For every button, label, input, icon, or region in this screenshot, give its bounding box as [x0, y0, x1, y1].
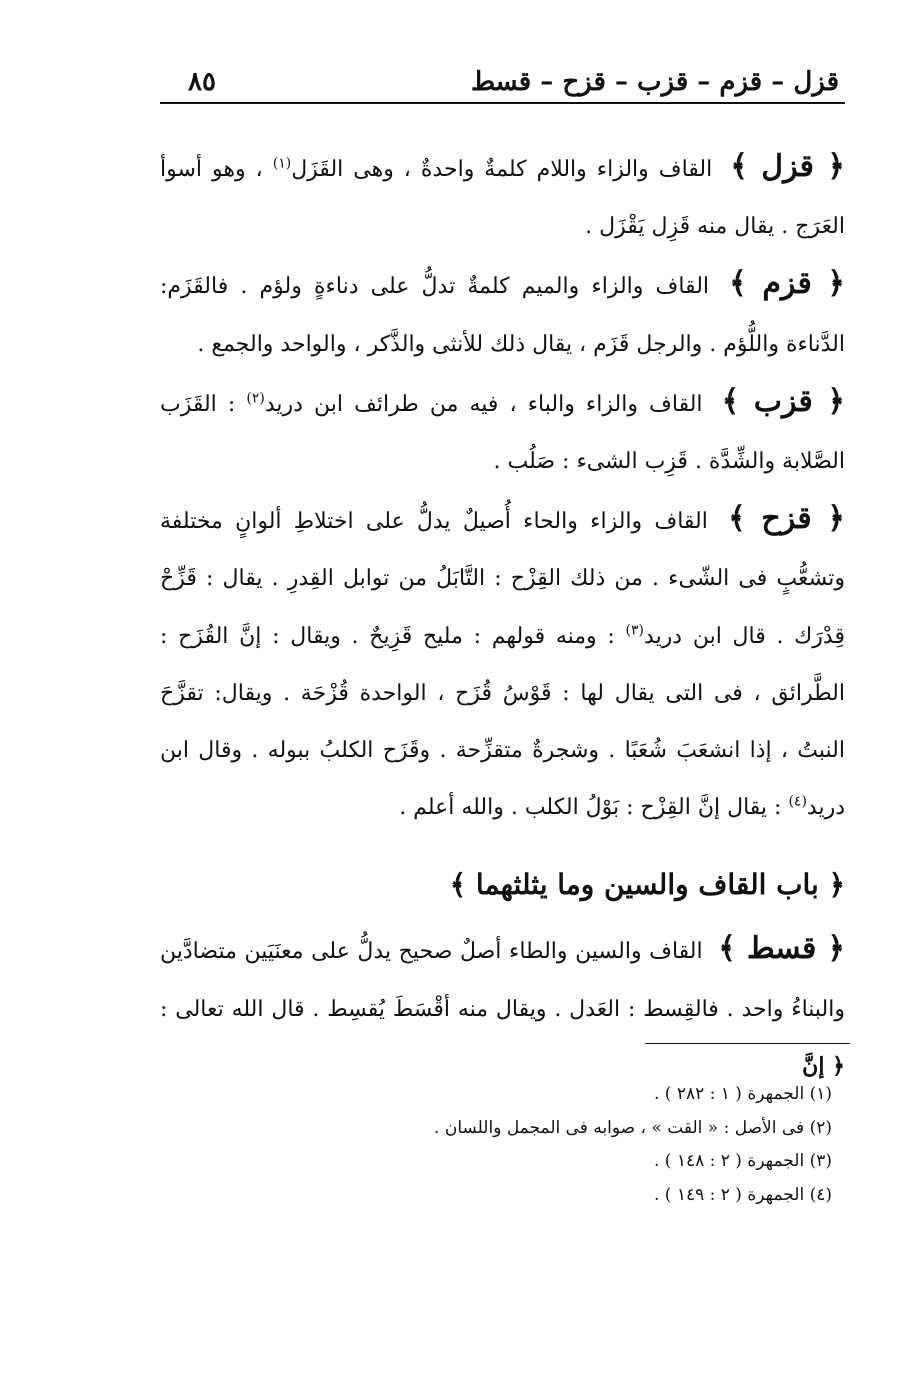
footnote: (٣) الجمهرة ( ٢ : ١٤٨ ) .	[653, 1151, 832, 1171]
page-number: ٨٥	[188, 67, 216, 97]
entry-text: : القَزَب الصَّلابة والشِّدَّة . قَزِب الشىء : صَلُب .	[160, 391, 845, 475]
entry-text: القاف والزاء والميم كلمةٌ تدلُّ على دناءةٍ ولؤم . فالقَزَم: الدَّناءة واللُّؤم . والرجل قَزَم ، يقال ذلك للأنثى والذَّكر ، والواحد والجمع .	[160, 274, 845, 357]
main-text	[160, 138, 845, 1095]
footnote-ref: (١)	[272, 155, 292, 172]
footnote: (٤) الجمهرة ( ٢ : ١٤٩ ) .	[653, 1184, 832, 1205]
section-title: ﴿ باب القاف والسين وما يثلثهما ﴾	[449, 868, 845, 902]
footnote: (١) الجمهرة ( ١ : ٢٨٢ ) .	[653, 1084, 832, 1104]
entry-text: القاف والزاء والحاء أُصيلٌ يدلُّ على اختلاطِ ألوانٍ مختلفة وتشعُّبٍ فى الشّىء . من ذلك القِزْح : التَّابَلُ من توابل القِدرِ . يقال : قَزِّحْ قِدْرَك . قال ابن دريد	[160, 509, 845, 649]
entry-text: : ومنه قولهم : مليح قَزِيحٌ . ويقال : إنَّ القُزَح : الطَّرائق ، فى التى يقال لها : قَوْسُ قُزَح ، الواحدة قُزْحَة . ويقال: تقزَّحَ النبتُ ، إذا انشعَبَ شُعَبًا . وشجرةٌ متقزِّحة . وقَزَح الكلبُ ببوله . وقال ابن دريد	[160, 623, 845, 821]
quran-quote: ﴿ إنَّ	[802, 1052, 845, 1079]
entry-word: ﴿ قزح ﴾	[728, 501, 845, 537]
running-head: قزل – قزم – قزب – قزح – قسط	[470, 67, 839, 97]
entry-word: ﴿ قزل ﴾	[730, 149, 845, 184]
entry-text: القاف والزاء والباء ، فيه من طرائف ابن دريد	[264, 391, 703, 417]
entry-text: القاف والسين والطاء أصلٌ صحيح يدلُّ على معنَيَين متضادَّين والبناءُ واحد . فالقِسط : العَدل . ويقال منه أقْسَطَ يُقسِط . قال الله تعالى :	[160, 939, 845, 1022]
entry-qazal	[160, 138, 845, 255]
entry-word: ﴿ قزم ﴾	[729, 266, 846, 302]
entry-qazab	[160, 373, 845, 490]
entry-qasat	[160, 920, 845, 1095]
entry-text: ، وهو أسوأ العَرَج . يقال منه قَزِل يَقْزَل .	[160, 157, 845, 240]
footnote: (٢) فى الأصل : « القت » ، صوابه فى المجمل واللسان .	[434, 1117, 832, 1138]
footnote-ref: (٤)	[788, 793, 807, 810]
entry-qazam	[160, 255, 845, 372]
entry-text: القاف والزاء واللام كلمةٌ واحدةٌ ، وهى القَزَل	[291, 157, 713, 182]
page-header	[160, 62, 845, 104]
footnote-divider	[645, 1043, 850, 1044]
entry-word: ﴿ قسط ﴾	[718, 931, 846, 967]
entry-qazah	[160, 490, 845, 836]
entry-word: ﴿ قزب ﴾	[721, 383, 845, 419]
footnotes	[160, 1078, 832, 1212]
footnote-ref: (٢)	[246, 390, 265, 407]
entry-text: : يقال إنَّ القِزْح : بَوْلُ الكلب . والله أعلم .	[399, 795, 782, 821]
footnote-ref: (٣)	[625, 622, 645, 639]
